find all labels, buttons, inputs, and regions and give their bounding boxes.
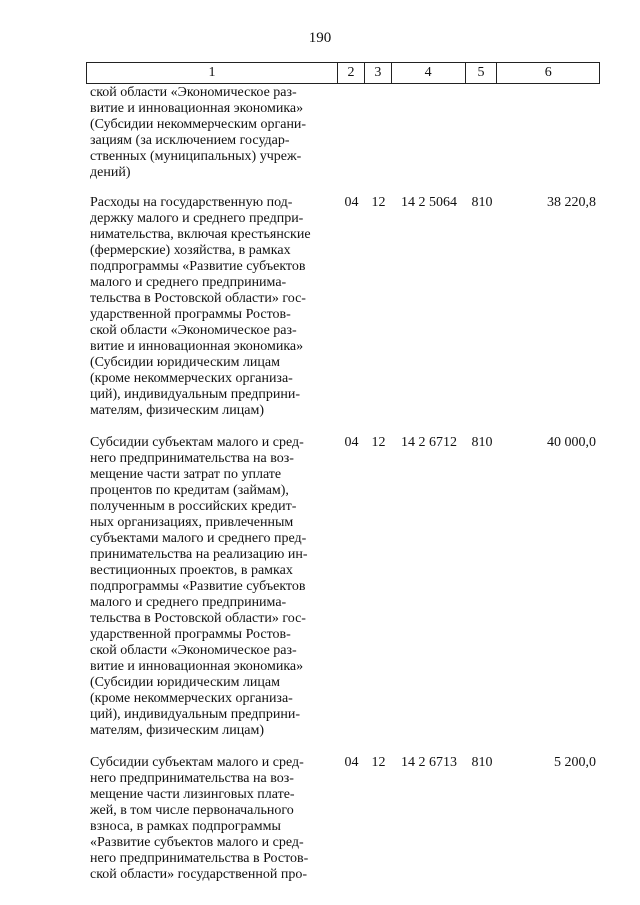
header-col-3: 3 — [365, 63, 392, 83]
table-row — [86, 195, 600, 419]
row-target-code: 14 2 6713 — [401, 755, 457, 770]
row-amount: 38 220,8 — [547, 195, 596, 210]
row-subsection — [365, 85, 392, 181]
row-section: 04 — [344, 435, 359, 450]
row-subsection: 12 — [371, 195, 386, 210]
row-amount: 5 200,0 — [554, 755, 596, 770]
row-description: Субсидии субъектам малого и сред- него предпринимательства на воз- мещение части затрат по уплате процентов по кредитам (займам), полученным в российских кредит- ных организациях, привлеченным субъектами малого и среднего пред- принимательства на реализацию ин- вестиционных проектов, в рамках подпрограммы «Развитие субъектов малого и среднего предпринима- тельства в Ростовской области» гос- ударственной программы Ростов- ской области «Экономическое раз- витие и инновационная экономика» (Субсидии юридическим лицам (кроме некоммерческих организа- ций), индивидуальным предприни- мателям, физическим лицам) — [90, 435, 308, 738]
row-subsection: 12 — [371, 435, 386, 450]
row-amount: 40 000,0 — [547, 435, 596, 450]
row-section: 04 — [344, 755, 359, 770]
row-description: Субсидии субъектам малого и сред- него предпринимательства на воз- мещение части лизинговых плате- жей, в том числе первоначального взноса, в рамках подпрограммы «Развитие субъектов малого и сред- него предпринимательства в Ростов- ской области» государственной про- — [90, 755, 309, 882]
row-section: 04 — [344, 195, 359, 210]
row-subsection: 12 — [371, 755, 386, 770]
table-body — [86, 85, 600, 899]
row-amount — [498, 85, 600, 181]
table-row — [86, 755, 600, 883]
header-col-2: 2 — [338, 63, 365, 83]
row-expense-type: 810 — [471, 435, 493, 450]
row-target-code — [392, 85, 466, 181]
header-col-6: 6 — [544, 65, 552, 80]
row-target-code: 14 2 5064 — [401, 195, 457, 210]
row-target-code: 14 2 6712 — [401, 435, 457, 450]
header-col-4: 4 — [392, 63, 466, 83]
table-header — [86, 62, 600, 84]
row-expense-type: 810 — [471, 195, 493, 210]
row-section — [338, 85, 365, 181]
row-description: Расходы на государственную под- держку малого и среднего предпри- нимательства, включая крестьянские (фермерские) хозяйства, в рамках подпрограммы «Развитие субъектов малого и среднего предпринима- тельства в Ростовской области» гос- ударственной программы Ростов- ской области «Экономическое раз- витие и инновационная экономика» (Субсидии юридическим лицам (кроме некоммерческих организа- ций), индивидуальным предприни- мателям, физическим лицам) — [90, 195, 311, 418]
page-number: 190 — [308, 30, 332, 46]
row-expense-type: 810 — [471, 755, 493, 770]
header-col-5: 5 — [466, 63, 498, 83]
table-row — [86, 435, 600, 739]
header-col-1: 1 — [87, 63, 338, 83]
row-expense-type — [466, 85, 498, 181]
row-description: ской области «Экономическое раз- витие и инновационная экономика» (Субсидии некоммерческим органи- зациям (за исключением государ- ственных (муниципальных) учреж- дений) — [90, 85, 307, 180]
table-row — [86, 85, 600, 181]
